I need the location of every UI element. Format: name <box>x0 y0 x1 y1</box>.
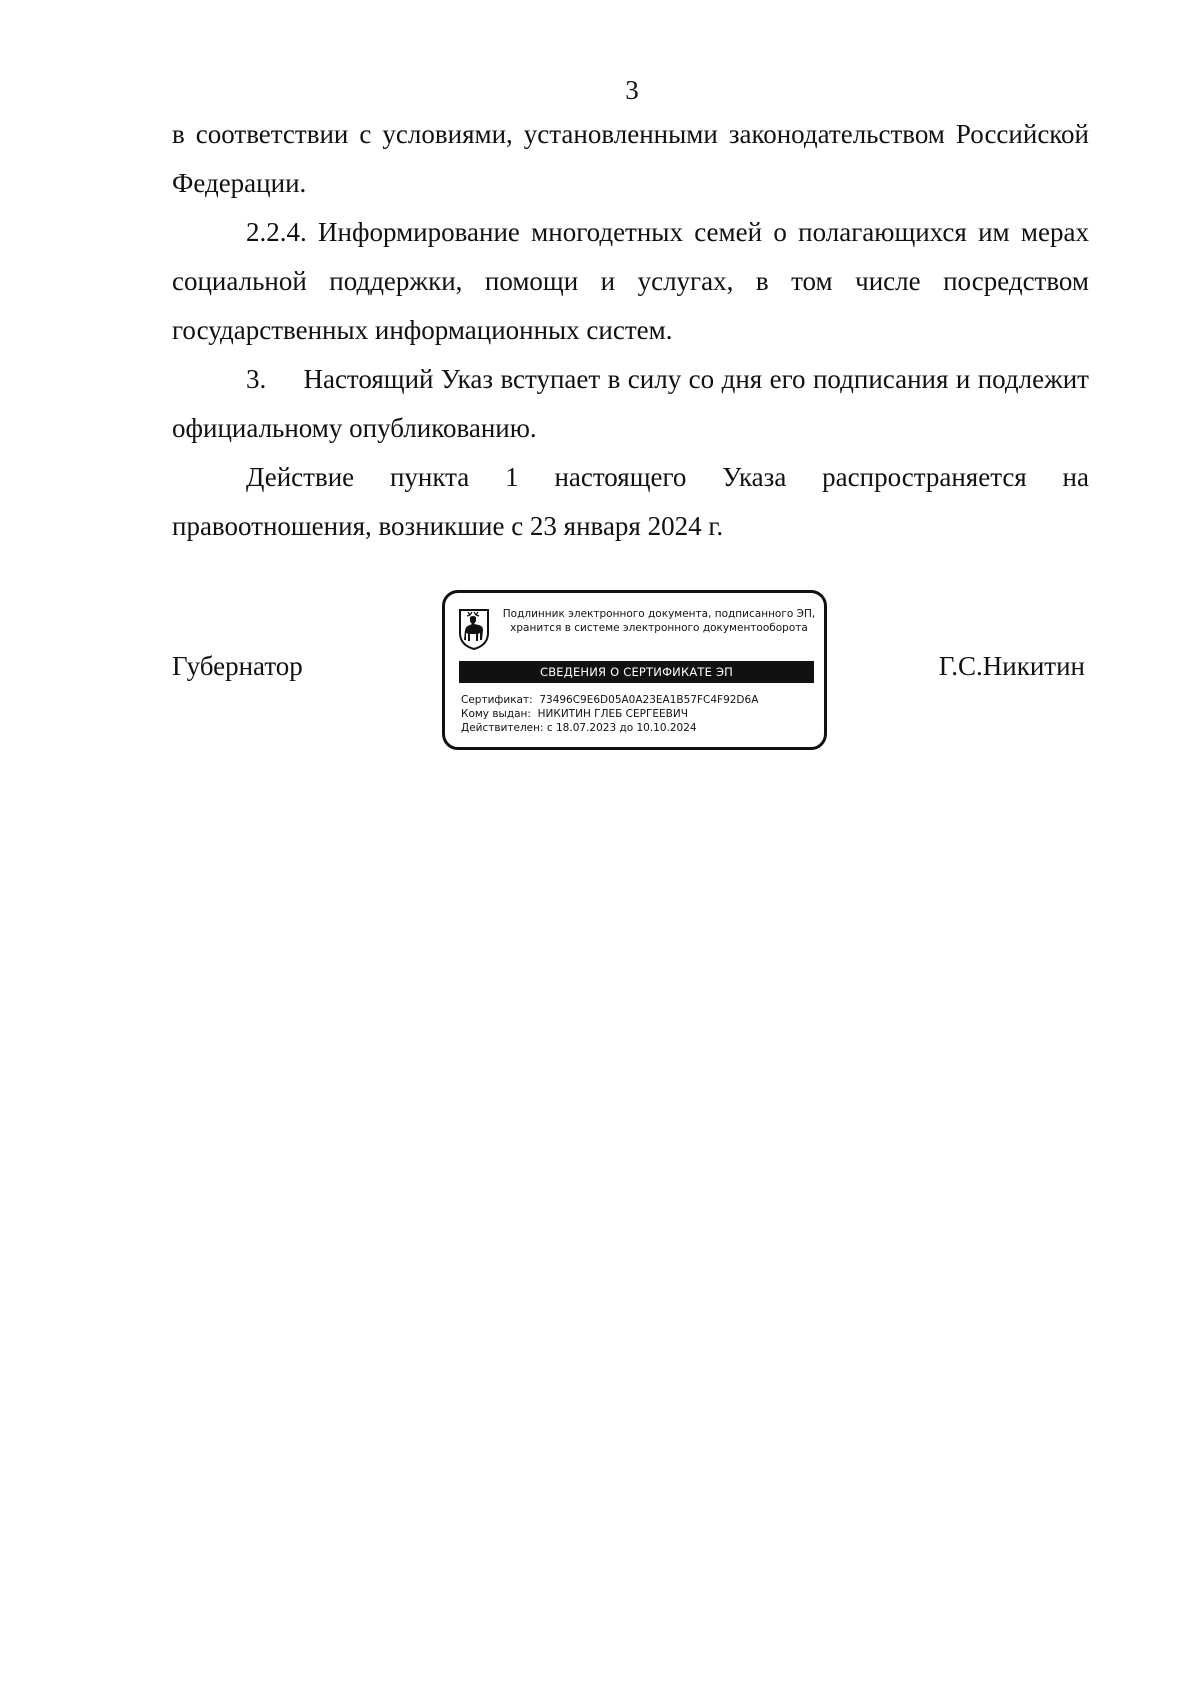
paragraph-2-2-4: 2.2.4. Информирование многодетных семей о полагающихся им мерах социальной поддержки, помощи и услугах, в том числе посредством государственных информационных систем. <box>172 217 1089 345</box>
certificate-label: Сертификат: <box>461 694 533 706</box>
signatory-name: Г.С.Никитин <box>938 651 1085 681</box>
validity-label: Действителен: <box>461 722 544 734</box>
electronic-signature-stamp <box>442 590 827 750</box>
paragraph-3: 3. Настоящий Указ вступает в силу со дня его подписания и подлежит официальному опубликованию. <box>172 364 1089 443</box>
validity-row <box>461 721 821 735</box>
stamp-title-bar: СВЕДЕНИЯ О СЕРТИФИКАТЕ ЭП <box>459 661 814 683</box>
validity-value: с 18.07.2023 до 10.10.2024 <box>546 722 697 734</box>
stamp-header-line-1: Подлинник электронного документа, подписанного ЭП, <box>502 608 816 620</box>
document-body <box>172 110 1089 551</box>
signature-block <box>0 590 1200 750</box>
certificate-value: 73496C9E6D05A0A23EA1B57FC4F92D6A <box>539 694 759 706</box>
stamp-header <box>499 607 819 635</box>
page-number: 3 <box>625 75 639 105</box>
paragraph-continuation: в соответствии с условиями, установленными законодательством Российской Федерации. <box>172 119 1089 198</box>
issued-to-value: НИКИТИН ГЛЕБ СЕРГЕЕВИЧ <box>537 708 688 720</box>
stamp-header-line-2: хранится в системе электронного документооборота <box>510 622 808 634</box>
certificate-row <box>461 693 821 707</box>
stamp-certificate-info <box>461 693 821 735</box>
issued-to-label: Кому выдан: <box>461 708 531 720</box>
paragraph-effect: Действие пункта 1 настоящего Указа распространяется на правоотношения, возникшие с 23 января 2024 г. <box>172 462 1089 541</box>
issued-to-row <box>461 707 821 721</box>
signatory-position: Губернатор <box>172 651 303 681</box>
deer-coat-of-arms-icon <box>457 607 491 651</box>
